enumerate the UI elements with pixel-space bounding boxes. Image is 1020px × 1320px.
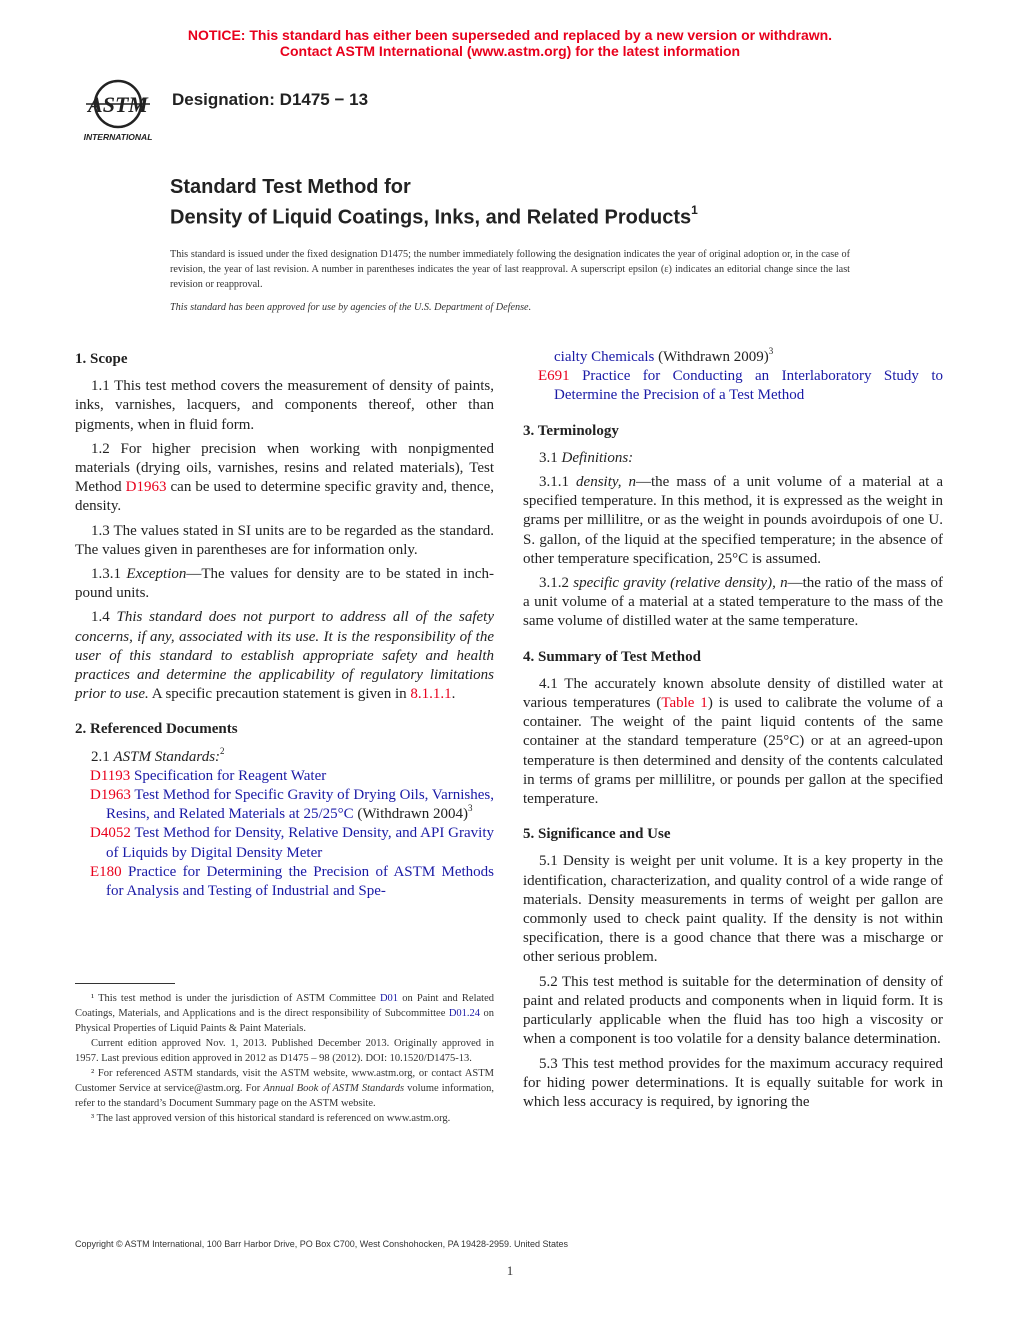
paragraph-1-1: 1.1 This test method covers the measurement of density of paints, inks, varnishes, lacquers, and components thereof, other than pigments, when in fluid form. — [75, 378, 494, 433]
paragraph-4-1: 4.1 The accurately known absolute density of distilled water at various temperatures (Table 1) is used to calibrate the volume of a container. The weight of the paint liquid contents of the same container at the standard temperature (25°C) or at an agreed-upon temperature is then determined and density of the contents calculated in terms of grams per millilitre, or pounds per gallon at the specified temperature. — [523, 675, 943, 808]
ref-title-e180-cont[interactable]: cialty Chemicals — [554, 349, 655, 365]
paragraph-1-3: 1.3 The values stated in SI units are to be regarded as the standard. The values given in parentheses are for information only. — [75, 522, 494, 558]
link-8-1-1-1[interactable]: 8.1.1.1 — [410, 686, 452, 703]
ref-title-d1193[interactable]: Specification for Reagent Water — [134, 767, 327, 784]
issuance-note: This standard is issued under the fixed designation D1475; the number immediately following the designation indicates the year of original adoption or, in the case of revision, the year of last revision. A number in parentheses indicates the year of last reapproval. A superscript epsilon (ε) indicates an editorial change since the last revision or reapproval. — [170, 249, 850, 290]
paragraph-1-4: 1.4 This standard does not purport to address all of the safety concerns, if any, associated with its use. It is the responsibility of the user of this standard to establish appropriate safety and health practices and determine the applicability of regulatory limitations prior to use. A specific precaution statement is given in 8.1.1.1. — [75, 609, 495, 703]
title-line-1: Standard Test Method for — [170, 176, 411, 198]
paragraph-2-1: 2.1 ASTM Standards:$^2$ — [91, 745, 225, 765]
designation: Designation: D1475 − 13 — [172, 90, 369, 109]
footnote-1: ¹ This test method is under the jurisdiction of ASTM Committee D01 on Paint and Related Coatings, Materials, and Applications and is the direct responsibility of Subcommittee D01.24 on Physical Properties of Liquid Paints & Paint Materials. — [75, 993, 494, 1034]
paragraph-5-3: 5.3 This test method provides for the maximum accuracy required for hiding power determinations. It is equally suitable for work in which less accuracy is required, by ignoring the — [523, 1055, 943, 1110]
footnote-divider — [75, 983, 175, 984]
paragraph-3-1-1: 3.1.1 density, n—the mass of a unit volume of a material at a specified temperature. In this method, it is expressed as the weight in grams per millilitre, or as the weight in pounds avoirdupois of one U. S. gallon, of the liquid at the specified temperature; in the absence of other temperature specification, 25°C is assumed. — [523, 474, 943, 567]
right-column — [523, 348, 943, 1112]
ref-title-e691[interactable]: Practice for Conducting an Interlaboratory Study to Determine the Precision of a Test Method — [554, 368, 943, 404]
copyright-line: Copyright © ASTM International, 100 Barr Harbor Drive, PO Box C700, West Conshohocken, PA 19428-2959. United States — [75, 1239, 569, 1249]
footnote-2: ² For referenced ASTM standards, visit the ASTM website, www.astm.org, or contact ASTM Customer Service at service@astm.org. For Annual Book of ASTM Standards volume information, refer to the standard’s Document Summary page on the ASTM website. — [75, 1068, 494, 1109]
ref-code-d1963[interactable]: D1963 — [90, 787, 131, 804]
link-table-1[interactable]: Table 1 — [661, 695, 708, 712]
title-line-2: Density of Liquid Coatings, Inks, and Related Products$^1$ — [170, 203, 698, 229]
astm-logo-icon — [74, 74, 162, 144]
ref-title-d4052[interactable]: Test Method for Density, Relative Density, and API Gravity of Liquids by Digital Density Meter — [106, 825, 495, 861]
paragraph-5-1: 5.1 Density is weight per unit volume. It is a key property in the identification, characterization, and quality control of a wide range of materials. Density measurements in terms of weight per gallon are commonly used to check paint quality. If the density is not within specification, there is a good chance that there was a mischarge or other serious problem. — [523, 853, 943, 966]
ref-code-e180[interactable]: E180 — [90, 863, 122, 880]
paragraph-3-1-2: 3.1.2 specific gravity (relative density), n—the ratio of the mass of a unit volume of a material at a stated temperature to the mass of the same volume of distilled water at the same temperature. — [523, 575, 943, 630]
section-heading-referenced: 2. Referenced Documents — [75, 721, 238, 738]
svg-text:ASTM: ASTM — [88, 92, 148, 117]
footnote-3: ³ The last approved version of this historical standard is referenced on www.astm.org. — [91, 1113, 451, 1124]
ref-item — [75, 863, 494, 901]
footnotes — [75, 991, 494, 1126]
dod-approval-note: This standard has been approved for use by agencies of the U.S. Department of Defense. — [170, 302, 532, 313]
paragraph-1-2: 1.2 For higher precision when working with nonpigmented materials (drying oils, varnishes, resins and related materials), Test Method D1963 can be used to determine specific gravity and, thence, density. — [75, 440, 494, 515]
ref-code-d4052[interactable]: D4052 — [90, 825, 131, 842]
notice-line-2: Contact ASTM International (www.astm.org) for the latest information — [279, 43, 741, 59]
svg-text:INTERNATIONAL: INTERNATIONAL — [83, 132, 153, 142]
paragraph-5-2: 5.2 This test method is suitable for the determination of density of paint and related products and components when in liquid form. It is particularly applicable when the fluid has too high a viscosity or when a component is too volatile for a density balance determination. — [523, 973, 943, 1048]
link-d01[interactable]: D01 — [379, 993, 399, 1004]
ref-item — [523, 367, 943, 405]
link-d01-24[interactable]: D01.24 — [448, 1008, 481, 1019]
supersede-notice — [0, 27, 1020, 59]
ref-item — [75, 824, 494, 862]
ref-title-e180[interactable]: Practice for Determining the Precision of ASTM Methods for Analysis and Testing of Industrial and Spe- — [106, 863, 494, 900]
ref-item-continued: cialty Chemicals (Withdrawn 2009)$^3$ — [554, 346, 774, 365]
ref-title-d1963[interactable]: Test Method for Specific Gravity of Drying Oils, Varnishes, Resins, and Related Materials at 25/25°C — [106, 787, 494, 823]
ref-code-d1193[interactable]: D1193 — [90, 767, 131, 784]
paragraph-3-1: 3.1 Definitions: — [539, 449, 634, 466]
link-d1963[interactable]: D1963 — [125, 479, 167, 496]
ref-item: D1963 Test Method for Specific Gravity of Drying Oils, Varnishes, Resins, and Related Materials at 25/25°C (Withdrawn 2004)$^3$ — [90, 787, 494, 823]
section-heading-terminology: 3. Terminology — [523, 422, 619, 439]
ref-code-e691[interactable]: E691 — [538, 368, 570, 385]
section-heading-scope: 1. Scope — [75, 351, 128, 367]
left-column — [75, 348, 494, 901]
notice-line-1: NOTICE: This standard has either been superseded and replaced by a new version or withdrawn. — [187, 27, 833, 43]
document-title — [170, 175, 698, 231]
paragraph-1-3-1: 1.3.1 Exception—The values for density are to be stated in inch-pound units. — [75, 566, 495, 602]
section-heading-significance: 5. Significance and Use — [523, 826, 671, 843]
section-heading-summary: 4. Summary of Test Method — [523, 648, 701, 665]
ref-item — [75, 767, 494, 786]
title-footnote-mark[interactable]: 1 — [691, 203, 698, 217]
footnote-1-edition: Current edition approved Nov. 1, 2013. Published December 2013. Originally approved in 1957. Last previous edition approved in 2012 as D1475 – 98 (2012). DOI: 10.1520/D1475-13. — [75, 1038, 494, 1064]
page-number: 1 — [506, 1263, 514, 1278]
